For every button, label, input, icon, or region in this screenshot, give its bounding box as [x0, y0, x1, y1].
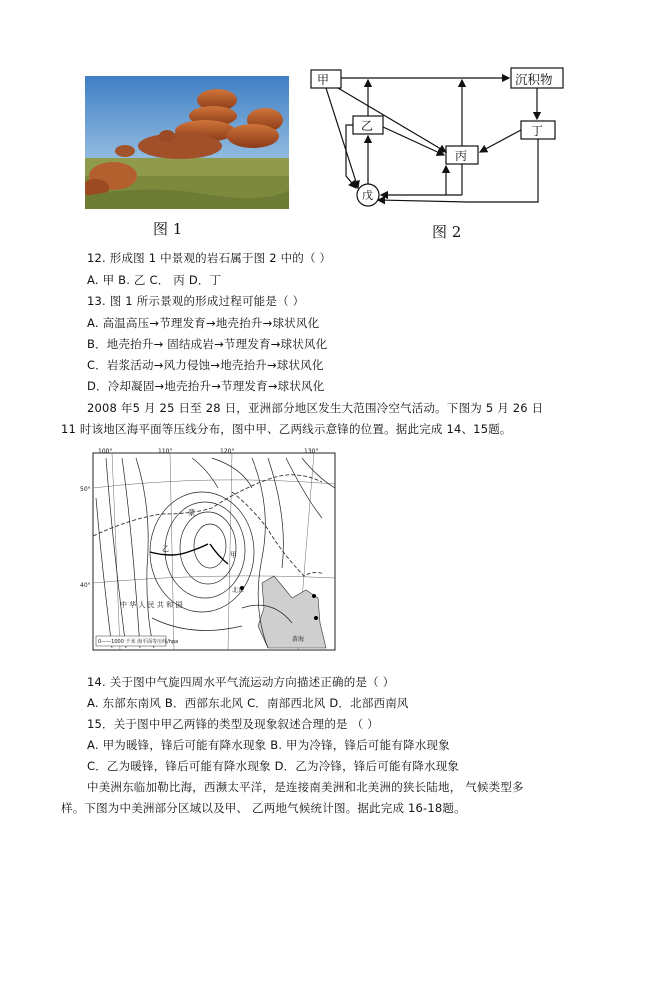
passage-16-18-line1: 中美洲东临加勒比海，西濒太平洋，是连接南美洲和北美洲的狭长陆地， 气候类型多 — [87, 780, 524, 794]
q14-options: A. 东部东南风 B．西部东北风 C．南部西北风 D．北部西南风 — [87, 696, 409, 710]
map-lat-label-1: 50° — [80, 486, 91, 493]
isobar-map — [80, 448, 336, 652]
passage-14-15-line1: 2008 年5 月 25 日至 28 日，亚洲部分地区发生大范围冷空气活动。下图为 5 月 26 日 — [87, 401, 544, 415]
q12-options: A. 甲 B. 乙 C． 丙 D．丁 — [87, 273, 222, 287]
figure1-photo — [85, 76, 289, 209]
q15-option-ab: A. 甲为暖锋，锋后可能有降水现象 B. 甲为冷锋，锋后可能有降水现象 — [87, 738, 450, 752]
q13-stem: 13. 图 1 所示景观的形成过程可能是（ ） — [87, 294, 305, 308]
q13-option-b: B．地壳抬升→ 固结成岩→节理发育→球状风化 — [87, 337, 328, 351]
map-lon-label-2: 110° — [158, 448, 173, 455]
map-label-china: 中 华 人 民 共 和 国 — [120, 601, 183, 609]
passage-14-15-line2: 11 时该地区海平面等压线分布，图中甲、乙两线示意锋的位置。据此完成 14、15题。 — [61, 422, 512, 436]
node-bing: 丙 — [455, 149, 468, 163]
map-label-beijing: 北京 — [232, 587, 245, 594]
figure2-caption: 图 2 — [432, 223, 462, 241]
node-jia: 甲 — [317, 73, 330, 87]
map-label-front-yi: 乙 — [162, 545, 169, 553]
node-yi: 乙 — [361, 119, 374, 133]
map-label-yellow-sea: 黄海 — [292, 636, 305, 643]
passage-16-18-line2: 样。下图为中美洲部分区域以及甲、 乙两地气候统计图。据此完成 16-18题。 — [61, 801, 466, 815]
q13-option-c: C．岩浆活动→风力侵蚀→地壳抬升→球状风化 — [87, 358, 324, 372]
map-scale-label: 0——1000 千米 海平面等压线/hpa — [98, 639, 179, 645]
q15-stem: 15．关于图中甲乙两锋的类型及现象叙述合理的是 （ ） — [87, 717, 379, 731]
map-lon-label-4: 130° — [304, 448, 319, 455]
figure1-caption: 图 1 — [153, 220, 183, 238]
q13-option-a: A. 高温高压→节理发育→地壳抬升→球状风化 — [87, 316, 320, 330]
map-lon-label-1: 100° — [98, 448, 113, 455]
map-lat-label-2: 40° — [80, 582, 91, 589]
q13-option-d: D．冷却凝固→地壳抬升→节理发育→球状风化 — [87, 379, 325, 393]
figure2-rock-cycle-diagram — [308, 64, 570, 212]
q14-stem: 14. 关于图中气旋四周水平气流运动方向描述正确的是（ ） — [87, 675, 395, 689]
map-label-mongolia: 蒙 — [188, 509, 195, 517]
map-lon-label-3: 120° — [220, 448, 235, 455]
q15-option-cd: C．乙为暖锋，锋后可能有降水现象 D．乙为冷锋，锋后可能有降水现象 — [87, 759, 460, 773]
q12-stem: 12. 形成图 1 中景观的岩石属于图 2 中的（ ） — [87, 251, 332, 265]
node-ding: 丁 — [531, 124, 544, 138]
map-label-front-jia: 甲 — [230, 551, 237, 559]
node-sediment: 沉积物 — [515, 72, 553, 87]
node-wu: 戊 — [362, 189, 373, 202]
